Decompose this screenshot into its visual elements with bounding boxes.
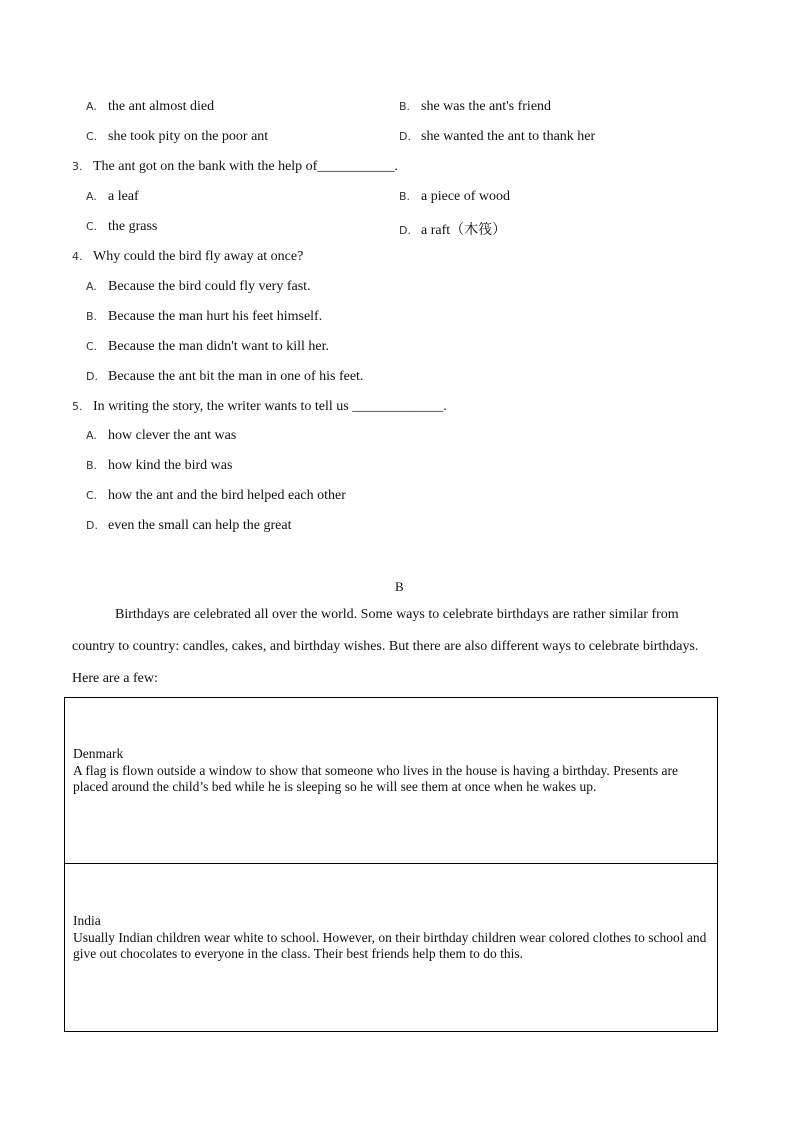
option-text: she was the ant's friend — [421, 99, 552, 114]
question-4 — [72, 249, 303, 265]
option-letter: A. — [86, 429, 97, 442]
option-text: the grass — [108, 219, 158, 234]
option-letter: D. — [399, 130, 411, 143]
option-text: how clever the ant was — [108, 428, 237, 443]
option-letter: C. — [86, 489, 98, 502]
option-text: a piece of wood — [421, 189, 511, 204]
q5-option-c — [86, 488, 346, 504]
option-letter: B. — [86, 310, 98, 323]
intro-paragraph-line: Here are a few: — [72, 671, 158, 686]
option-text: she took pity on the poor ant — [108, 129, 269, 144]
cell-content — [73, 913, 713, 963]
question-number: 3. — [72, 160, 83, 173]
q3-option-b — [399, 189, 510, 205]
option-text: the ant almost died — [108, 99, 215, 114]
q5-option-d — [86, 518, 291, 534]
country-description: Usually Indian children wear white to school. However, on their birthday children wear colored clothes to school and give out chocolates to everyone in the class. Their best friends help them to do this. — [73, 929, 707, 961]
section-heading: B — [395, 579, 404, 594]
q2-option-a — [86, 99, 214, 115]
country-name: India — [73, 913, 101, 928]
option-text: Because the bird could fly very fast. — [108, 279, 311, 294]
option-letter: A. — [86, 280, 97, 293]
option-text: a leaf — [108, 189, 139, 204]
question-5 — [72, 399, 447, 415]
option-letter: C. — [86, 130, 98, 143]
option-letter: B. — [86, 459, 98, 472]
q4-option-b — [86, 309, 322, 325]
option-letter: A. — [86, 190, 97, 203]
option-text: how the ant and the bird helped each other — [108, 488, 346, 503]
option-text: Because the man didn't want to kill her. — [108, 339, 330, 354]
option-letter: B. — [399, 100, 411, 113]
intro-paragraph-line: Birthdays are celebrated all over the world. Some ways to celebrate birthdays are rather similar from — [115, 607, 679, 622]
question-number: 4. — [72, 250, 83, 263]
country-description: A flag is flown outside a window to show that someone who lives in the house is having a birthday. Presents are placed around the child’s bed while he is sleeping so he will see them at once when he wakes up. — [73, 762, 679, 794]
question-text: The ant got on the bank with the help of___________. — [93, 159, 398, 174]
option-text: how kind the bird was — [108, 458, 233, 473]
question-3 — [72, 159, 398, 175]
country-name: Denmark — [73, 746, 124, 761]
question-text: In writing the story, the writer wants to tell us _____________. — [93, 399, 447, 414]
option-letter: D. — [86, 519, 98, 532]
q5-option-a — [86, 428, 236, 444]
table-row — [65, 865, 717, 1031]
q2-option-b — [399, 99, 551, 115]
question-number: 5. — [72, 400, 83, 413]
option-text: even the small can help the great — [108, 518, 292, 533]
option-letter: C. — [86, 340, 98, 353]
q4-option-c — [86, 339, 329, 355]
q5-option-b — [86, 458, 232, 474]
q2-option-c — [86, 129, 268, 145]
q3-option-a — [86, 189, 139, 205]
cell-content — [73, 746, 713, 796]
option-letter: B. — [399, 190, 411, 203]
option-text: Because the man hurt his feet himself. — [108, 309, 323, 324]
option-text: Because the ant bit the man in one of his feet. — [108, 369, 364, 384]
birthday-table — [64, 697, 718, 1032]
intro-paragraph-line: country to country: candles, cakes, and birthday wishes. But there are also different ways to celebrate birthdays. — [72, 639, 699, 654]
option-letter: A. — [86, 100, 97, 113]
q3-option-c — [86, 219, 157, 235]
q4-option-d — [86, 369, 363, 385]
q2-option-d — [399, 129, 595, 145]
table-row — [65, 698, 717, 864]
option-letter: D. — [399, 224, 411, 237]
q4-option-a — [86, 279, 311, 295]
question-text: Why could the bird fly away at once? — [93, 249, 304, 264]
option-text: a raft（木筏） — [421, 223, 507, 238]
option-text: she wanted the ant to thank her — [421, 129, 596, 144]
option-letter: C. — [86, 220, 98, 233]
option-letter: D. — [86, 370, 98, 383]
q3-option-d — [399, 219, 506, 239]
